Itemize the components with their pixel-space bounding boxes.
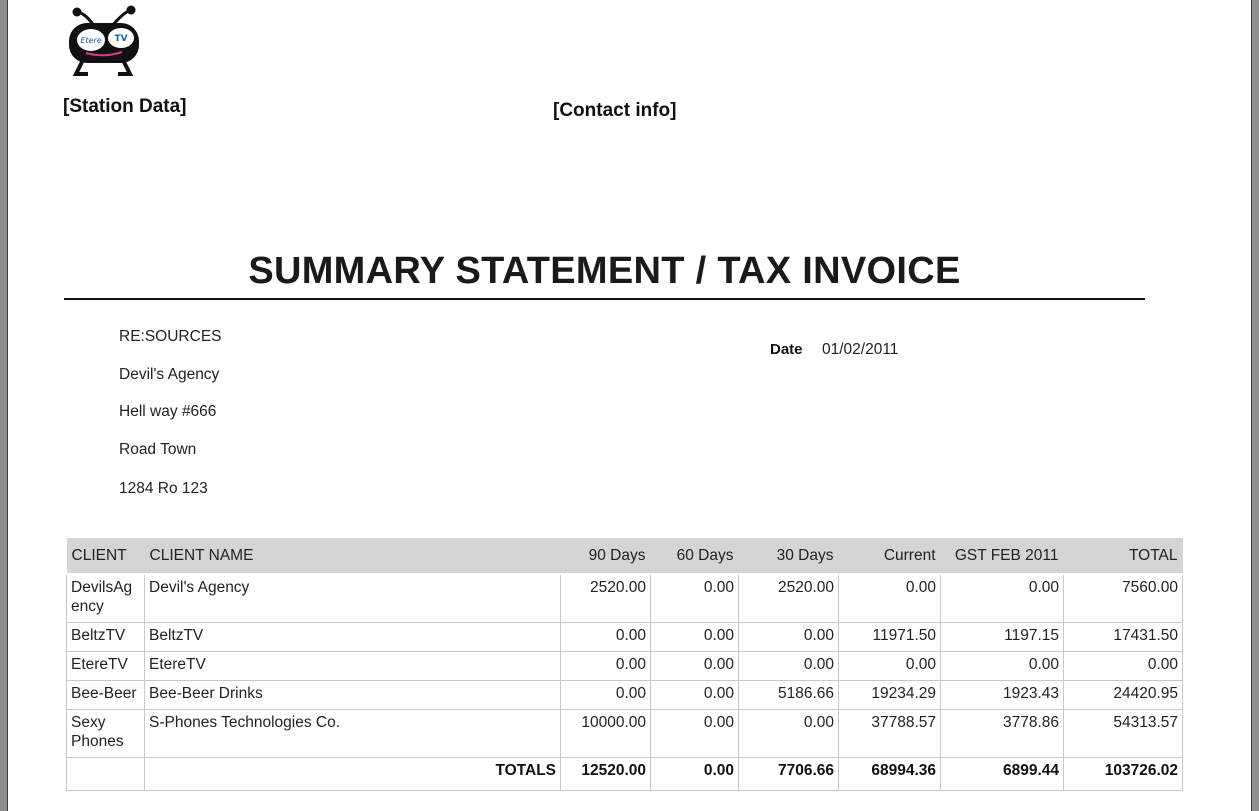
totals-label: TOTALS (145, 758, 561, 791)
title-divider (64, 298, 1145, 300)
gst-cell: 0.00 (941, 574, 1064, 623)
recipient-address-1: Hell way #666 (119, 403, 217, 420)
client-code-cell: Sexy Phones (67, 710, 145, 758)
days-30-cell: 2520.00 (739, 574, 839, 623)
gst-cell: 1923.43 (941, 681, 1064, 710)
column-header-90-days: 90 Days (561, 538, 651, 574)
gst-cell: 3778.86 (941, 710, 1064, 758)
client-name-cell: S-Phones Technologies Co. (145, 710, 561, 758)
current-cell: 37788.57 (839, 710, 941, 758)
total-cell: 17431.50 (1064, 623, 1183, 652)
client-name-cell: Bee-Beer Drinks (145, 681, 561, 710)
logo-text-right: TV (114, 34, 128, 44)
contact-info-label: [Contact info] (553, 100, 677, 121)
total-current: 68994.36 (839, 758, 941, 791)
current-cell: 0.00 (839, 574, 941, 623)
days-90-cell: 2520.00 (561, 574, 651, 623)
client-name-cell: Devil's Agency (145, 574, 561, 623)
window-frame-left (0, 0, 8, 811)
days-60-cell: 0.00 (651, 710, 739, 758)
client-name-cell: EtereTV (145, 652, 561, 681)
days-30-cell: 0.00 (739, 710, 839, 758)
days-30-cell: 0.00 (739, 652, 839, 681)
recipient-address-2: Road Town (119, 441, 197, 458)
table-row (67, 652, 1183, 681)
total-cell: 54313.57 (1064, 710, 1183, 758)
days-30-cell: 0.00 (739, 623, 839, 652)
total-30-days: 7706.66 (739, 758, 839, 791)
gst-cell: 1197.15 (941, 623, 1064, 652)
column-header-30-days: 30 Days (739, 538, 839, 574)
table-row (67, 681, 1183, 710)
totals-row (67, 758, 1183, 791)
client-code-cell: EtereTV (67, 652, 145, 681)
table-header-row (67, 538, 1183, 574)
days-90-cell: 10000.00 (561, 710, 651, 758)
total-cell: 7560.00 (1064, 574, 1183, 623)
gst-cell: 0.00 (941, 652, 1064, 681)
total-cell: 0.00 (1064, 652, 1183, 681)
column-header-current: Current (839, 538, 941, 574)
days-60-cell: 0.00 (651, 681, 739, 710)
current-cell: 0.00 (839, 652, 941, 681)
current-cell: 11971.50 (839, 623, 941, 652)
column-header-60-days: 60 Days (651, 538, 739, 574)
client-code-cell: BeltzTV (67, 623, 145, 652)
column-header-total: TOTAL (1064, 538, 1183, 574)
station-data-label: [Station Data] (63, 96, 187, 117)
days-60-cell: 0.00 (651, 623, 739, 652)
client-name-cell: BeltzTV (145, 623, 561, 652)
total-cell: 24420.95 (1064, 681, 1183, 710)
days-30-cell: 5186.66 (739, 681, 839, 710)
total-60-days: 0.00 (651, 758, 739, 791)
recipient-address-3: 1284 Ro 123 (119, 480, 208, 497)
recipient-name: Devil's Agency (119, 366, 220, 383)
client-code-cell: DevilsAgency (67, 574, 145, 623)
days-90-cell: 0.00 (561, 623, 651, 652)
column-header-client: CLIENT (67, 538, 145, 574)
totals-empty-cell (67, 758, 145, 791)
date-value: 01/02/2011 (822, 341, 899, 358)
date-label: Date (770, 341, 803, 358)
table-row (67, 710, 1183, 758)
days-60-cell: 0.00 (651, 652, 739, 681)
table-row (67, 574, 1183, 623)
grand-total: 103726.02 (1064, 758, 1183, 791)
days-90-cell: 0.00 (561, 681, 651, 710)
client-code-cell: Bee-Beer (67, 681, 145, 710)
total-90-days: 12520.00 (561, 758, 651, 791)
days-60-cell: 0.00 (651, 574, 739, 623)
days-90-cell: 0.00 (561, 652, 651, 681)
total-gst: 6899.44 (941, 758, 1064, 791)
recipient-re-line: RE:SOURCES (119, 328, 222, 345)
current-cell: 19234.29 (839, 681, 941, 710)
summary-table (66, 538, 1183, 791)
column-header-client-name: CLIENT NAME (145, 538, 561, 574)
etere-tv-logo (64, 4, 144, 78)
page-title: SUMMARY STATEMENT / TAX INVOICE (248, 250, 961, 292)
window-frame-right (1251, 0, 1259, 811)
column-header-gst: GST FEB 2011 (941, 538, 1064, 574)
table-row (67, 623, 1183, 652)
logo-text-left: Etere (80, 36, 102, 45)
